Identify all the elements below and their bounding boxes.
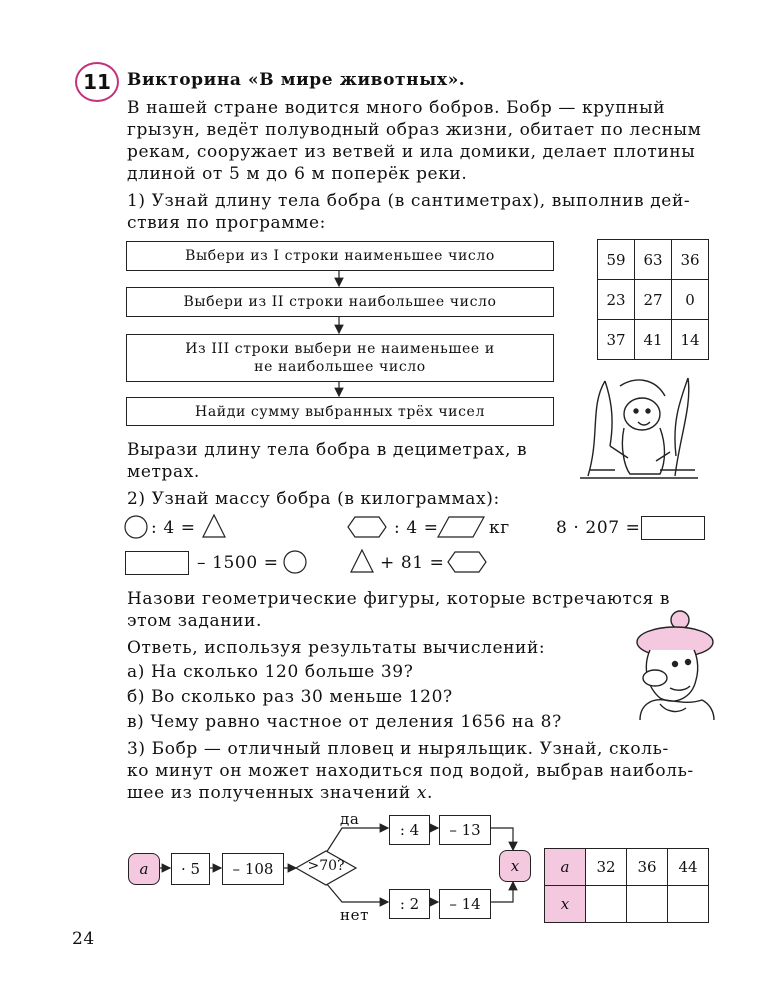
intro-line-1: В нашей стране водится много бобров. Бобр — крупный — [127, 98, 666, 118]
eq3-text: 8 · 207 = — [556, 518, 641, 538]
op-minus-108 — [222, 853, 284, 885]
part2-text: 2) Узнай массу бобра (в килограммах): — [127, 489, 500, 509]
question-b: б) Во сколько раз 30 меньше 120? — [127, 687, 453, 707]
unit-kg: кг — [489, 518, 510, 538]
grid-cell: 14 — [672, 320, 709, 360]
value-cell: 44 — [668, 849, 709, 886]
part1-text-2: ствия по программе: — [127, 213, 326, 233]
part3-text-1: 3) Бобр — отличный пловец и ныряльщик. Узнай, сколь- — [127, 739, 669, 759]
grid-cell: 36 — [672, 240, 709, 280]
program-step-4-text: Найди сумму выбранных трёх чисел — [195, 403, 485, 420]
grid-cell: 63 — [635, 240, 672, 280]
convert-text-2: метрах. — [127, 462, 200, 482]
op-minus-108-label: – 108 — [232, 860, 274, 878]
grid-cell: 59 — [598, 240, 635, 280]
intro-line-3: рекам, сооружает из ветвей и ила домики, делает плотины — [127, 142, 696, 162]
op-minus-13-label: – 13 — [449, 821, 481, 839]
question-c: в) Чему равно частное от деления 1656 на 8? — [127, 712, 562, 732]
page-number: 24 — [72, 929, 95, 949]
answer-cell[interactable] — [668, 886, 709, 923]
part3-text-3-main: шее из полученных значений — [127, 783, 411, 803]
op-multiply-5 — [171, 853, 210, 885]
output-x-label: x — [510, 857, 520, 875]
op-multiply-5-label: · 5 — [180, 860, 201, 878]
op-divide-2 — [389, 889, 430, 919]
value-cell: 36 — [627, 849, 668, 886]
condition-diamond: >70? — [307, 858, 345, 874]
values-table — [544, 848, 709, 923]
shapes-question-2: этом задании. — [127, 611, 262, 631]
part3-text-3: шее из полученных значений x. — [127, 783, 434, 803]
answer-cell[interactable] — [586, 886, 627, 923]
program-step-3-text-1: Из III строки выбери не наименьшее и — [185, 341, 495, 357]
value-cell: 32 — [586, 849, 627, 886]
values-row-x — [545, 886, 709, 923]
grid-cell: 37 — [598, 320, 635, 360]
grid-cell: 27 — [635, 280, 672, 320]
eq1-text: : 4 = — [151, 518, 196, 538]
shapes-question-1: Назови геометрические фигуры, которые встречаются в — [127, 589, 671, 609]
program-step-2-text: Выбери из II строки наибольшее число — [183, 294, 497, 310]
eq2-text: : 4 = — [394, 518, 439, 538]
question-a: а) На сколько 120 больше 39? — [127, 662, 414, 682]
op-minus-14 — [439, 889, 491, 919]
op-divide-2-label: : 2 — [399, 895, 420, 913]
branch-yes: да — [340, 810, 360, 828]
input-a — [128, 853, 160, 885]
output-x — [499, 850, 531, 882]
eq5-text: + 81 = — [380, 553, 445, 573]
input-a-label: a — [139, 860, 149, 878]
branch-no: нет — [340, 906, 369, 924]
grid-cell: 41 — [635, 320, 672, 360]
program-step-3-text-2: не наибольшее число — [254, 359, 426, 375]
eq4-text: – 1500 = — [197, 553, 279, 573]
values-row-a — [545, 849, 709, 886]
row-label-a: a — [545, 849, 586, 886]
intro-line-4: длиной от 5 м до 6 м поперёк реки. — [127, 164, 468, 184]
op-divide-4-label: : 4 — [399, 821, 420, 839]
part3-var-x: x — [416, 783, 428, 803]
part3-text-2: ко минут он может находиться под водой, выбрав наиболь- — [127, 761, 694, 781]
task-title: Викторина «В мире животных». — [127, 70, 466, 90]
answer-lead: Ответь, используя результаты вычислений: — [127, 638, 546, 658]
program-step-1-text: Выбери из I строки наименьшее число — [185, 248, 495, 264]
grid-cell: 23 — [598, 280, 635, 320]
convert-text-1: Вырази длину тела бобра в дециметрах, в — [127, 440, 528, 460]
intro-line-2: грызун, ведёт полуводный образ жизни, обитает по лесным — [127, 120, 702, 140]
part1-text-1: 1) Узнай длину тела бобра (в сантиметрах), выполнив дей- — [127, 191, 691, 211]
op-minus-14-label: – 14 — [449, 895, 481, 913]
op-minus-13 — [439, 815, 491, 845]
answer-cell[interactable] — [627, 886, 668, 923]
op-divide-4 — [389, 815, 430, 845]
row-label-x: x — [545, 886, 586, 923]
grid-cell: 0 — [672, 280, 709, 320]
task-number: 11 — [75, 62, 119, 102]
